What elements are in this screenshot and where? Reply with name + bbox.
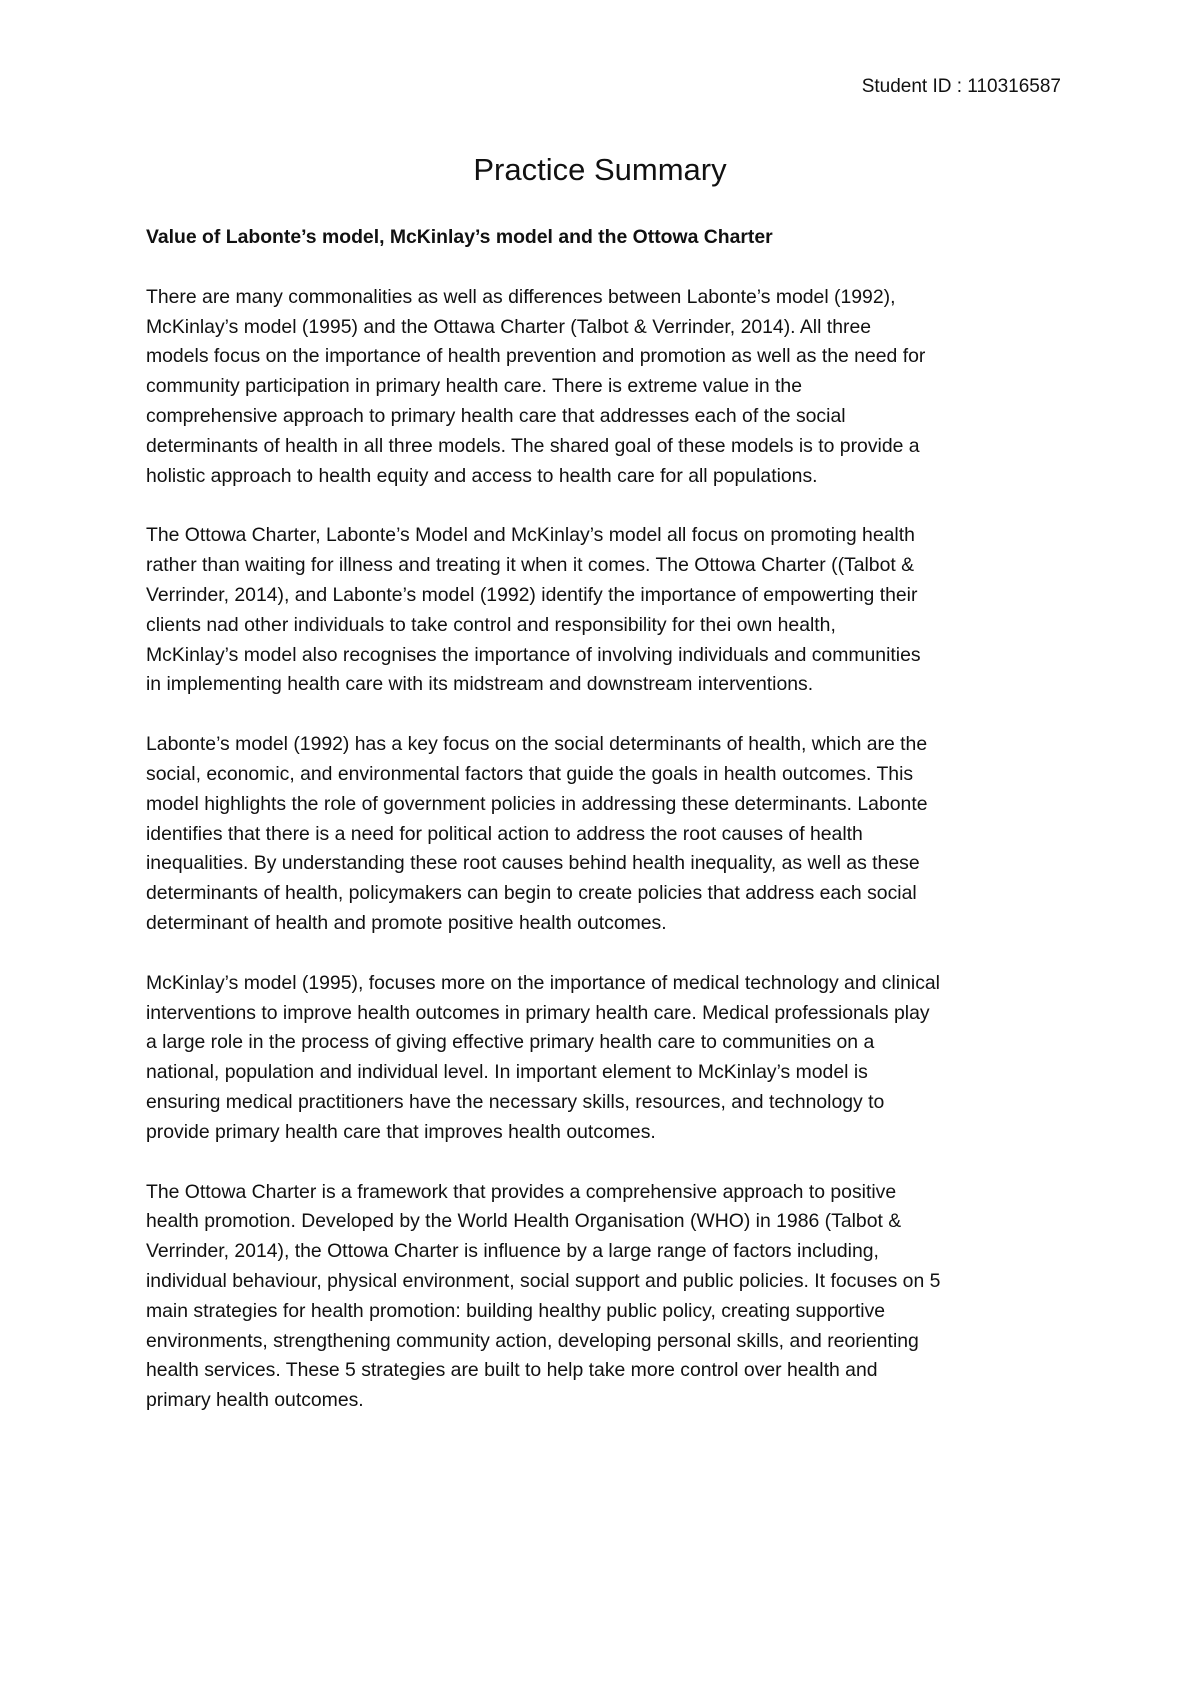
text-line: main strategies for health promotion: building healthy public policy, creating supportive [146,1299,886,1322]
paragraph-mckinlay-model [146,969,1066,1148]
text-line: national, population and individual level. In important element to McKinlay’s model is [146,1061,868,1084]
page-title: Practice Summary [473,152,727,187]
paragraph-ottowa-charter [146,1178,1066,1416]
text-line: There are many commonalities as well as differences between Labonte’s model (1992), [146,285,896,308]
text-line: individual behaviour, physical environment, social support and public policies. It focuses on 5 [146,1269,941,1292]
paragraph-promoting-health [146,521,1066,700]
text-line: The Ottowa Charter, Labonte’s Model and McKinlay’s model all focus on promoting health [146,524,915,547]
text-line: a large role in the process of giving effective primary health care to communities on a [146,1031,875,1054]
paragraph-commonalities [146,283,1066,492]
text-line: comprehensive approach to primary health care that addresses each of the social [146,404,846,427]
text-line: identifies that there is a need for political action to address the root causes of health [146,822,863,845]
document-body [146,223,1066,1446]
text-line: health services. These 5 strategies are built to help take more control over health and [146,1359,878,1382]
text-line: health promotion. Developed by the World Health Organisation (WHO) in 1986 (Talbot & [146,1210,902,1233]
text-line: holistic approach to health equity and access to health care for all populations. [146,464,818,487]
text-line: Verrinder, 2014), and Labonte’s model (1992) identify the importance of empowerting their [146,583,918,606]
text-line: primary health outcomes. [146,1389,364,1412]
text-line: rather than waiting for illness and treating it when it comes. The Ottowa Charter ((Talbot & [146,554,915,577]
section-heading: Value of Labonte’s model, McKinlay’s model and the Ottowa Charter [146,226,773,248]
text-line: determinants of health, policymakers can begin to create policies that address each social [146,882,917,905]
text-line: McKinlay’s model (1995), focuses more on the importance of medical technology and clinical [146,971,940,994]
text-line: interventions to improve health outcomes in primary health care. Medical professionals play [146,1001,930,1024]
text-line: environments, strengthening community action, developing personal skills, and reorienting [146,1329,919,1352]
text-line: Labonte’s model (1992) has a key focus on the social determinants of health, which are the [146,733,928,756]
text-line: models focus on the importance of health prevention and promotion as well as the need for [146,345,926,368]
text-line: community participation in primary health care. There is extreme value in the [146,375,802,398]
text-line: provide primary health care that improves health outcomes. [146,1120,656,1143]
text-line: ensuring medical practitioners have the necessary skills, resources, and technology to [146,1090,885,1113]
text-line: in implementing health care with its midstream and downstream interventions. [146,673,814,696]
text-line: McKinlay’s model (1995) and the Ottawa Charter (Talbot & Verrinder, 2014). All three [146,315,872,338]
text-line: clients nad other individuals to take control and responsibility for thei own health, [146,613,836,636]
paragraph-labonte-model [146,730,1066,939]
text-line: Verrinder, 2014), the Ottowa Charter is influence by a large range of factors including, [146,1240,879,1263]
student-id: Student ID : 110316587 [861,76,1061,97]
text-line: McKinlay’s model also recognises the importance of involving individuals and communities [146,643,921,666]
text-line: The Ottowa Charter is a framework that provides a comprehensive approach to positive [146,1180,897,1203]
text-line: social, economic, and environmental factors that guide the goals in health outcomes. This [146,762,914,785]
text-line: model highlights the role of government policies in addressing these determinants. Labonte [146,792,928,815]
text-line: inequalities. By understanding these root causes behind health inequality, as well as these [146,852,920,875]
text-line: determinants of health in all three models. The shared goal of these models is to provide a [146,434,920,457]
text-line: determinant of health and promote positive health outcomes. [146,911,667,934]
